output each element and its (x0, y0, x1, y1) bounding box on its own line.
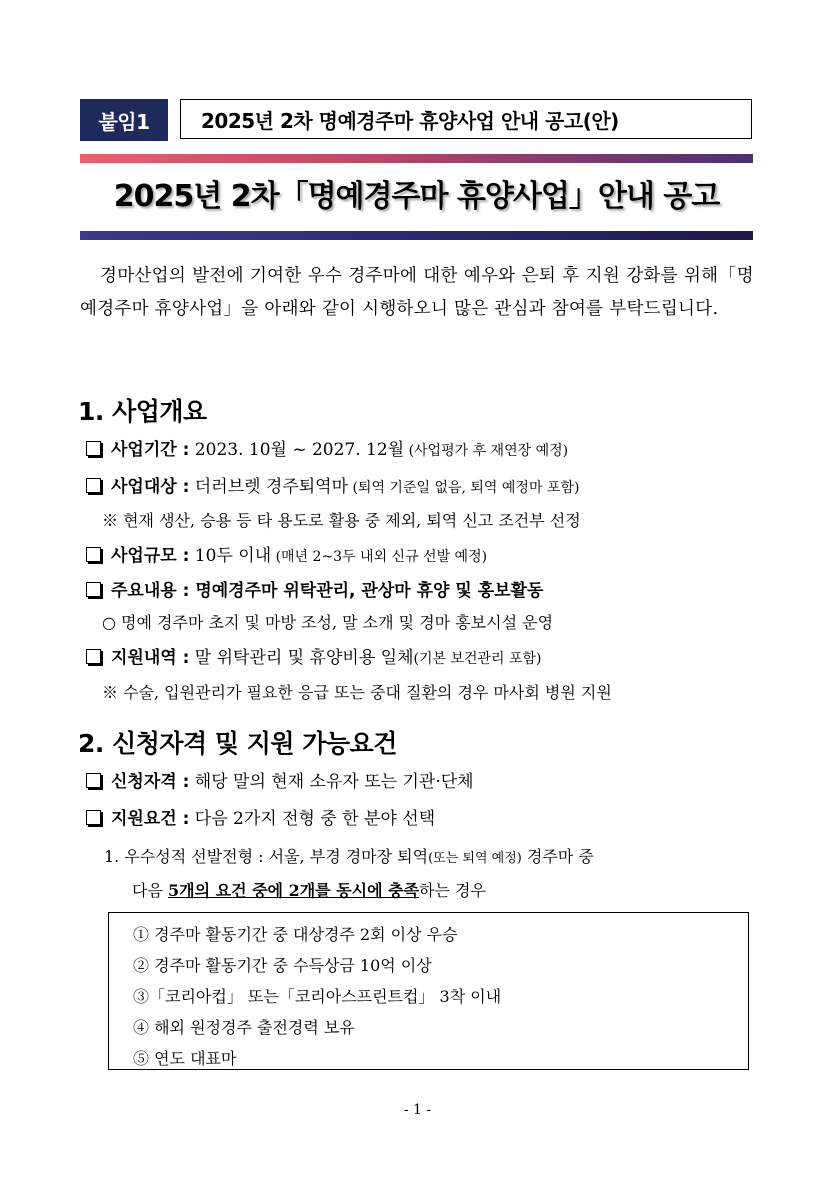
item-content (86, 576, 543, 601)
checkbox-square-icon (86, 810, 101, 825)
item-label: 신청자격 : (111, 772, 190, 792)
item-label: 주요내용 : (111, 581, 190, 601)
item-note: (매년 2~3두 내외 신규 선발 예정) (271, 549, 488, 565)
checkbox-square-icon (86, 441, 101, 456)
attachment-tag: 붙임1 (80, 99, 168, 141)
title-bar-bottom (80, 231, 753, 240)
track1-line2-post: 하는 경우 (419, 881, 486, 900)
criteria-item: ② 경주마 활동기간 중 수득상금 10억 이상 (133, 956, 432, 975)
track1-line1 (104, 844, 594, 867)
main-title: 2025년 2차「명예경주마 휴양사업」안내 공고 (113, 179, 720, 214)
checkbox-square-icon (86, 582, 101, 597)
track1-line2 (132, 878, 486, 901)
item-note: (사업평가 후 재연장 예정) (404, 443, 569, 459)
item-value: 해당 말의 현재 소유자 또는 기관·단체 (189, 772, 474, 792)
item-label: 사업규모 : (111, 546, 190, 566)
criteria-item: ⑤ 연도 대표마 (133, 1049, 237, 1068)
track1-line2-pre: 다음 (132, 881, 168, 900)
checkbox-square-icon (86, 478, 101, 493)
item-eligibility (86, 767, 474, 792)
intro-paragraph (80, 260, 754, 326)
title-bar-top (80, 154, 753, 163)
criteria-item: ④ 해외 원정경주 출전경력 보유 (133, 1018, 355, 1037)
support-note: ※ 수술, 입원관리가 필요한 응급 또는 중대 질환의 경우 마사회 병원 지원 (102, 683, 612, 702)
page-number: - 1 - (403, 1102, 432, 1118)
item-label: 사업대상 : (111, 477, 190, 497)
item-value: 말 위탁관리 및 휴양비용 일체 (189, 648, 414, 668)
item-note: (기본 보건관리 포함) (413, 651, 542, 667)
content-note: ○ 명예 경주마 초지 및 마방 조성, 말 소개 및 경마 홍보시설 운영 (102, 613, 554, 632)
item-value: 더러브렛 경주퇴역마 (189, 477, 349, 497)
item-value: 2023. 10월 ~ 2027. 12월 (189, 440, 405, 460)
item-period (86, 435, 568, 460)
item-value: 10두 이내 (189, 546, 272, 566)
track1-condition: 5개의 요건 중에 2개를 동시에 충족 (168, 881, 420, 900)
section1-title: 1. 사업개요 (78, 397, 207, 426)
item-target (86, 472, 579, 497)
item-label: 지원요건 : (111, 809, 190, 829)
item-support (86, 643, 542, 668)
section2-title: 2. 신청자격 및 지원 가능요건 (78, 729, 397, 758)
attachment-title: 2025년 2차 명예경주마 휴양사업 안내 공고(안) (180, 99, 752, 139)
criteria-box (108, 912, 749, 1070)
checkbox-square-icon (86, 547, 101, 562)
item-value: 다음 2가지 전형 중 한 분야 선택 (189, 809, 436, 829)
item-label: 사업기간 : (111, 440, 190, 460)
attachment-header (80, 99, 752, 141)
track1-title: 1. 우수성적 선발전형 : 서울, 부경 경마장 퇴역 (104, 847, 429, 866)
item-label: 지원내역 : (111, 648, 190, 668)
criteria-item: ③「코리아컵」 또는「코리아스프린트컵」 3착 이내 (133, 987, 502, 1006)
item-requirements (86, 804, 435, 829)
item-value: 명예경주마 위탁관리, 관상마 휴양 및 홍보활동 (189, 581, 544, 601)
target-note: ※ 현재 생산, 승용 등 타 용도로 활용 중 제외, 퇴역 신고 조건부 선정 (102, 511, 581, 530)
item-note: (퇴역 기준일 없음, 퇴역 예정마 포함) (348, 480, 580, 496)
intro-text: 경마산업의 발전에 기여한 우수 경주마에 대한 예우와 은퇴 후 지원 강화를 위해「명예경주마 휴양사업」을 아래와 같이 시행하오니 많은 관심과 참여를 부탁드립니다. (80, 266, 754, 319)
item-scale (86, 541, 487, 566)
criteria-item: ① 경주마 활동기간 중 대상경주 2회 이상 우승 (133, 925, 458, 944)
checkbox-square-icon (86, 773, 101, 788)
track1-note: (또는 퇴역 예정) (428, 851, 522, 866)
track1-tail: 경주마 중 (521, 847, 594, 866)
checkbox-square-icon (86, 649, 101, 664)
